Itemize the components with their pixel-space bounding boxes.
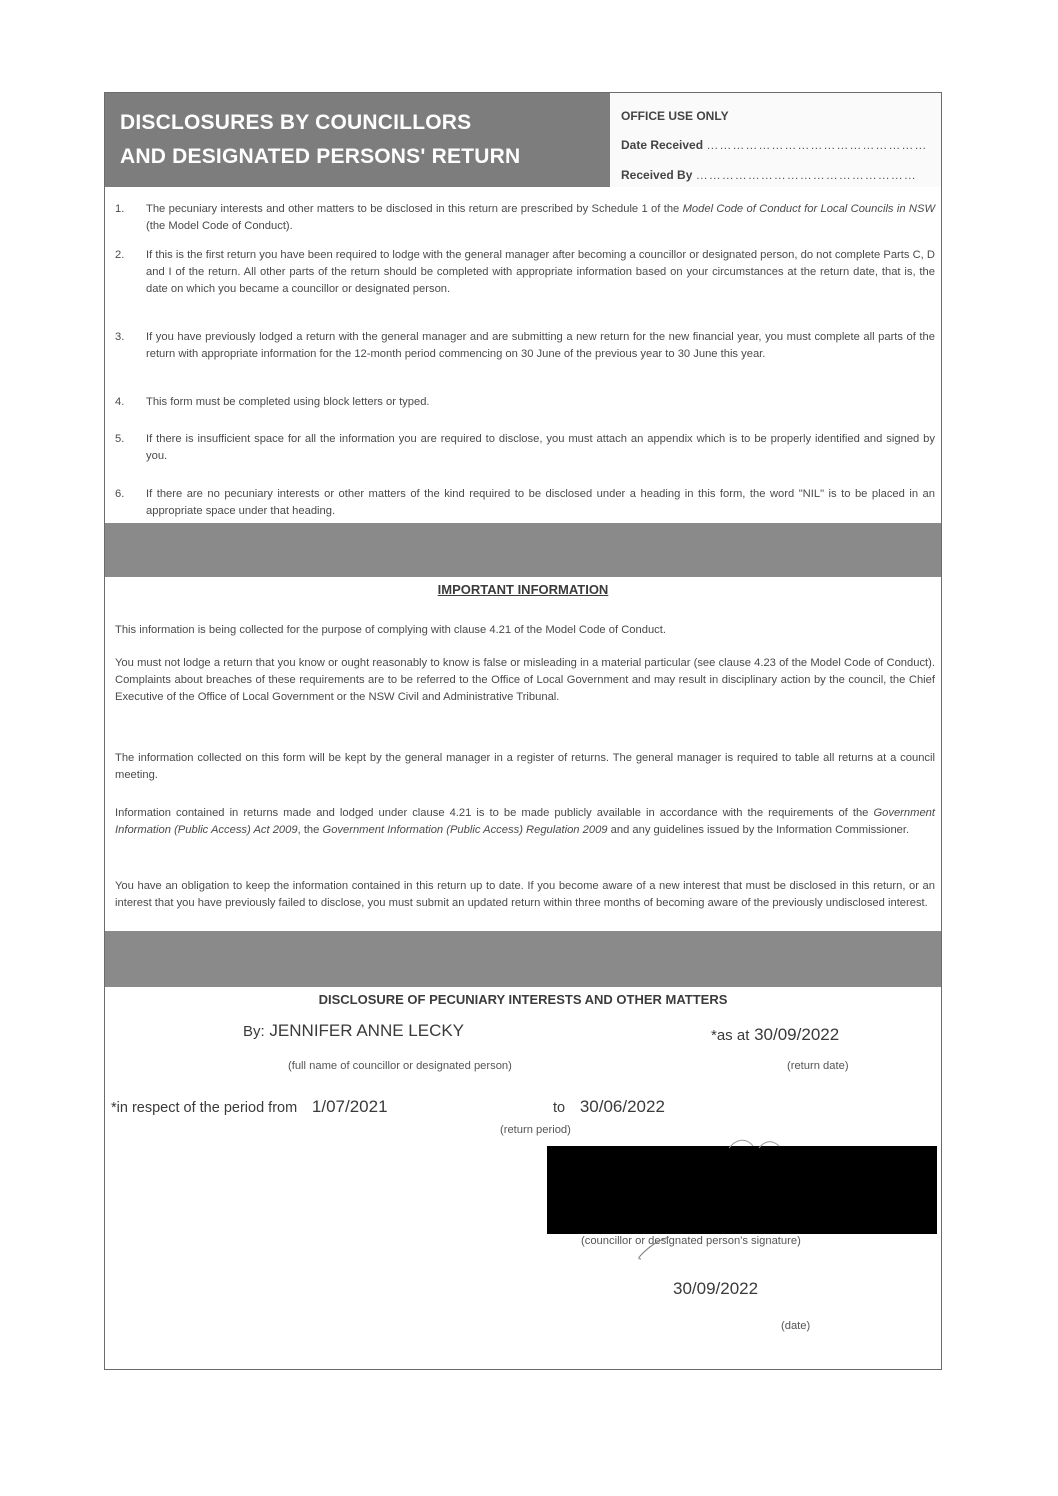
important-heading-text: IMPORTANT INFORMATION: [437, 582, 609, 597]
signature-scribble-icon: [725, 1138, 785, 1150]
instruction-item: [115, 247, 935, 298]
full-name-value: JENNIFER ANNE LECKY: [269, 1021, 465, 1040]
disclosure-return-form: [104, 92, 942, 1370]
important-paragraph-2: You must not lodge a return that you know or ought reasonably to know is false or misleading in a material particular (see clause 4.23 of the Model Code of Conduct). Complaints about breaches of these requirements are to be referred to the Office of Local Government and may result in disciplinary action by the council, the Chief Executive of the Office of Local Government or the NSW Civil and Administrative Tribunal.: [115, 657, 935, 703]
return-period-caption: (return period): [500, 1124, 571, 1136]
full-name-field: [243, 1021, 464, 1041]
received-by-label: Received By: [621, 168, 693, 182]
section-divider-band: [105, 523, 941, 577]
signature-stroke-icon: [633, 1233, 673, 1261]
date-received-field: [621, 138, 927, 152]
return-date-caption: (return date): [787, 1060, 849, 1072]
signed-date-caption: (date): [781, 1320, 811, 1332]
instruction-italic-title: Model Code of Conduct for Local Councils in NSW: [682, 203, 936, 215]
instruction-item: [115, 329, 935, 363]
instruction-number: 6.: [115, 488, 125, 500]
signed-date-value: 30/09/2022: [673, 1279, 759, 1298]
instruction-number: 4.: [115, 396, 125, 408]
important-paragraph-5: You have an obligation to keep the information contained in this return up to date. If you become aware of a new interest that must be disclosed in this return, or an interest that you have previously failed to disclose, you must submit an updated return within three months of becoming aware of the previously undisclosed interest.: [115, 880, 935, 909]
instruction-text-part: (the Model Code of Conduct).: [146, 220, 293, 232]
full-name-caption: (full name of councillor or designated person): [288, 1060, 512, 1072]
return-date-field: [711, 1025, 839, 1045]
important-p4-text: and any guidelines issued by the Information Commissioner.: [607, 824, 910, 836]
period-to-label: to: [553, 1100, 566, 1116]
important-p4-regulation-title: Government Information (Public Access) Regulation 2009: [322, 824, 608, 836]
date-received-label: Date Received: [621, 138, 704, 152]
instruction-item: [115, 431, 935, 465]
instruction-text: [146, 201, 935, 235]
return-date-value: 30/09/2022: [754, 1025, 840, 1044]
form-title-line-1: DISCLOSURES BY COUNCILLORS: [120, 111, 472, 134]
return-period-field: [111, 1097, 388, 1117]
as-at-label: *as at: [711, 1027, 750, 1044]
period-to-field: [553, 1097, 665, 1117]
instruction-number: 1.: [115, 203, 125, 215]
office-use-heading: OFFICE USE ONLY: [621, 109, 729, 123]
instruction-text: If there are no pecuniary interests or other matters of the kind required to be disclosed under a heading in this form, the word "NIL" is to be placed in an appropriate space under that heading.: [146, 488, 935, 517]
instruction-item: [115, 201, 935, 235]
important-paragraph-4: [115, 805, 935, 839]
important-paragraph-1: This information is being collected for the purpose of complying with clause 4.21 of the Model Code of Conduct.: [115, 624, 666, 636]
instruction-text: If there is insufficient space for all the information you are required to disclose, you must attach an appendix which is to be properly identified and signed by you.: [146, 433, 935, 462]
important-p4-text: , the: [297, 824, 323, 836]
received-by-dots: ……………………………………………: [695, 168, 917, 182]
important-p4-act-title: Government Information (Public Access) Act 2009: [115, 807, 935, 836]
period-from-label: *in respect of the period from: [111, 1100, 298, 1116]
instruction-text: This form must be completed using block letters or typed.: [146, 396, 430, 408]
instruction-number: 3.: [115, 331, 125, 343]
instruction-text: If this is the first return you have been required to lodge with the general manager after becoming a councillor or designated person, do not complete Parts C, D and I of the return. All other parts of the return should be completed with appropriate information based on your circumstances at the return date, that is, the date on which you became a councillor or designated person.: [146, 249, 935, 295]
important-information-heading: [105, 582, 941, 597]
instruction-number: 2.: [115, 249, 125, 261]
section-divider-band: [105, 931, 941, 987]
office-use-box: [610, 93, 941, 187]
form-title-line-2: AND DESIGNATED PERSONS' RETURN: [120, 145, 521, 168]
instruction-text: If you have previously lodged a return with the general manager and are submitting a new return for the new financial year, you must complete all parts of the return with appropriate information for the 12-month period commencing on 30 June of the previous year to 30 June this year.: [146, 331, 935, 360]
by-label: By:: [243, 1023, 265, 1040]
period-from-value: 1/07/2021: [311, 1097, 388, 1116]
received-by-field: [621, 168, 917, 182]
title-box: [105, 93, 610, 187]
signature-caption: (councillor or designated person's signature): [581, 1235, 801, 1247]
form-header: [105, 93, 941, 187]
period-to-value: 30/06/2022: [579, 1097, 665, 1116]
date-received-dots: ……………………………………………: [706, 138, 928, 152]
important-p4-text: Information contained in returns made and lodged under clause 4.21 is to be made publicly available in accordance with the requirements of the: [115, 807, 874, 819]
disclosure-heading: DISCLOSURE OF PECUNIARY INTERESTS AND OTHER MATTERS: [318, 992, 728, 1007]
instruction-item: [115, 394, 935, 411]
instruction-number: 5.: [115, 433, 125, 445]
important-paragraph-3: The information collected on this form will be kept by the general manager in a register of returns. The general manager is required to table all returns at a council meeting.: [115, 752, 935, 781]
instruction-item: [115, 486, 935, 520]
instruction-text-part: The pecuniary interests and other matters to be disclosed in this return are prescribed by Schedule 1 of the: [146, 203, 683, 215]
redacted-signature-block: [547, 1146, 937, 1234]
